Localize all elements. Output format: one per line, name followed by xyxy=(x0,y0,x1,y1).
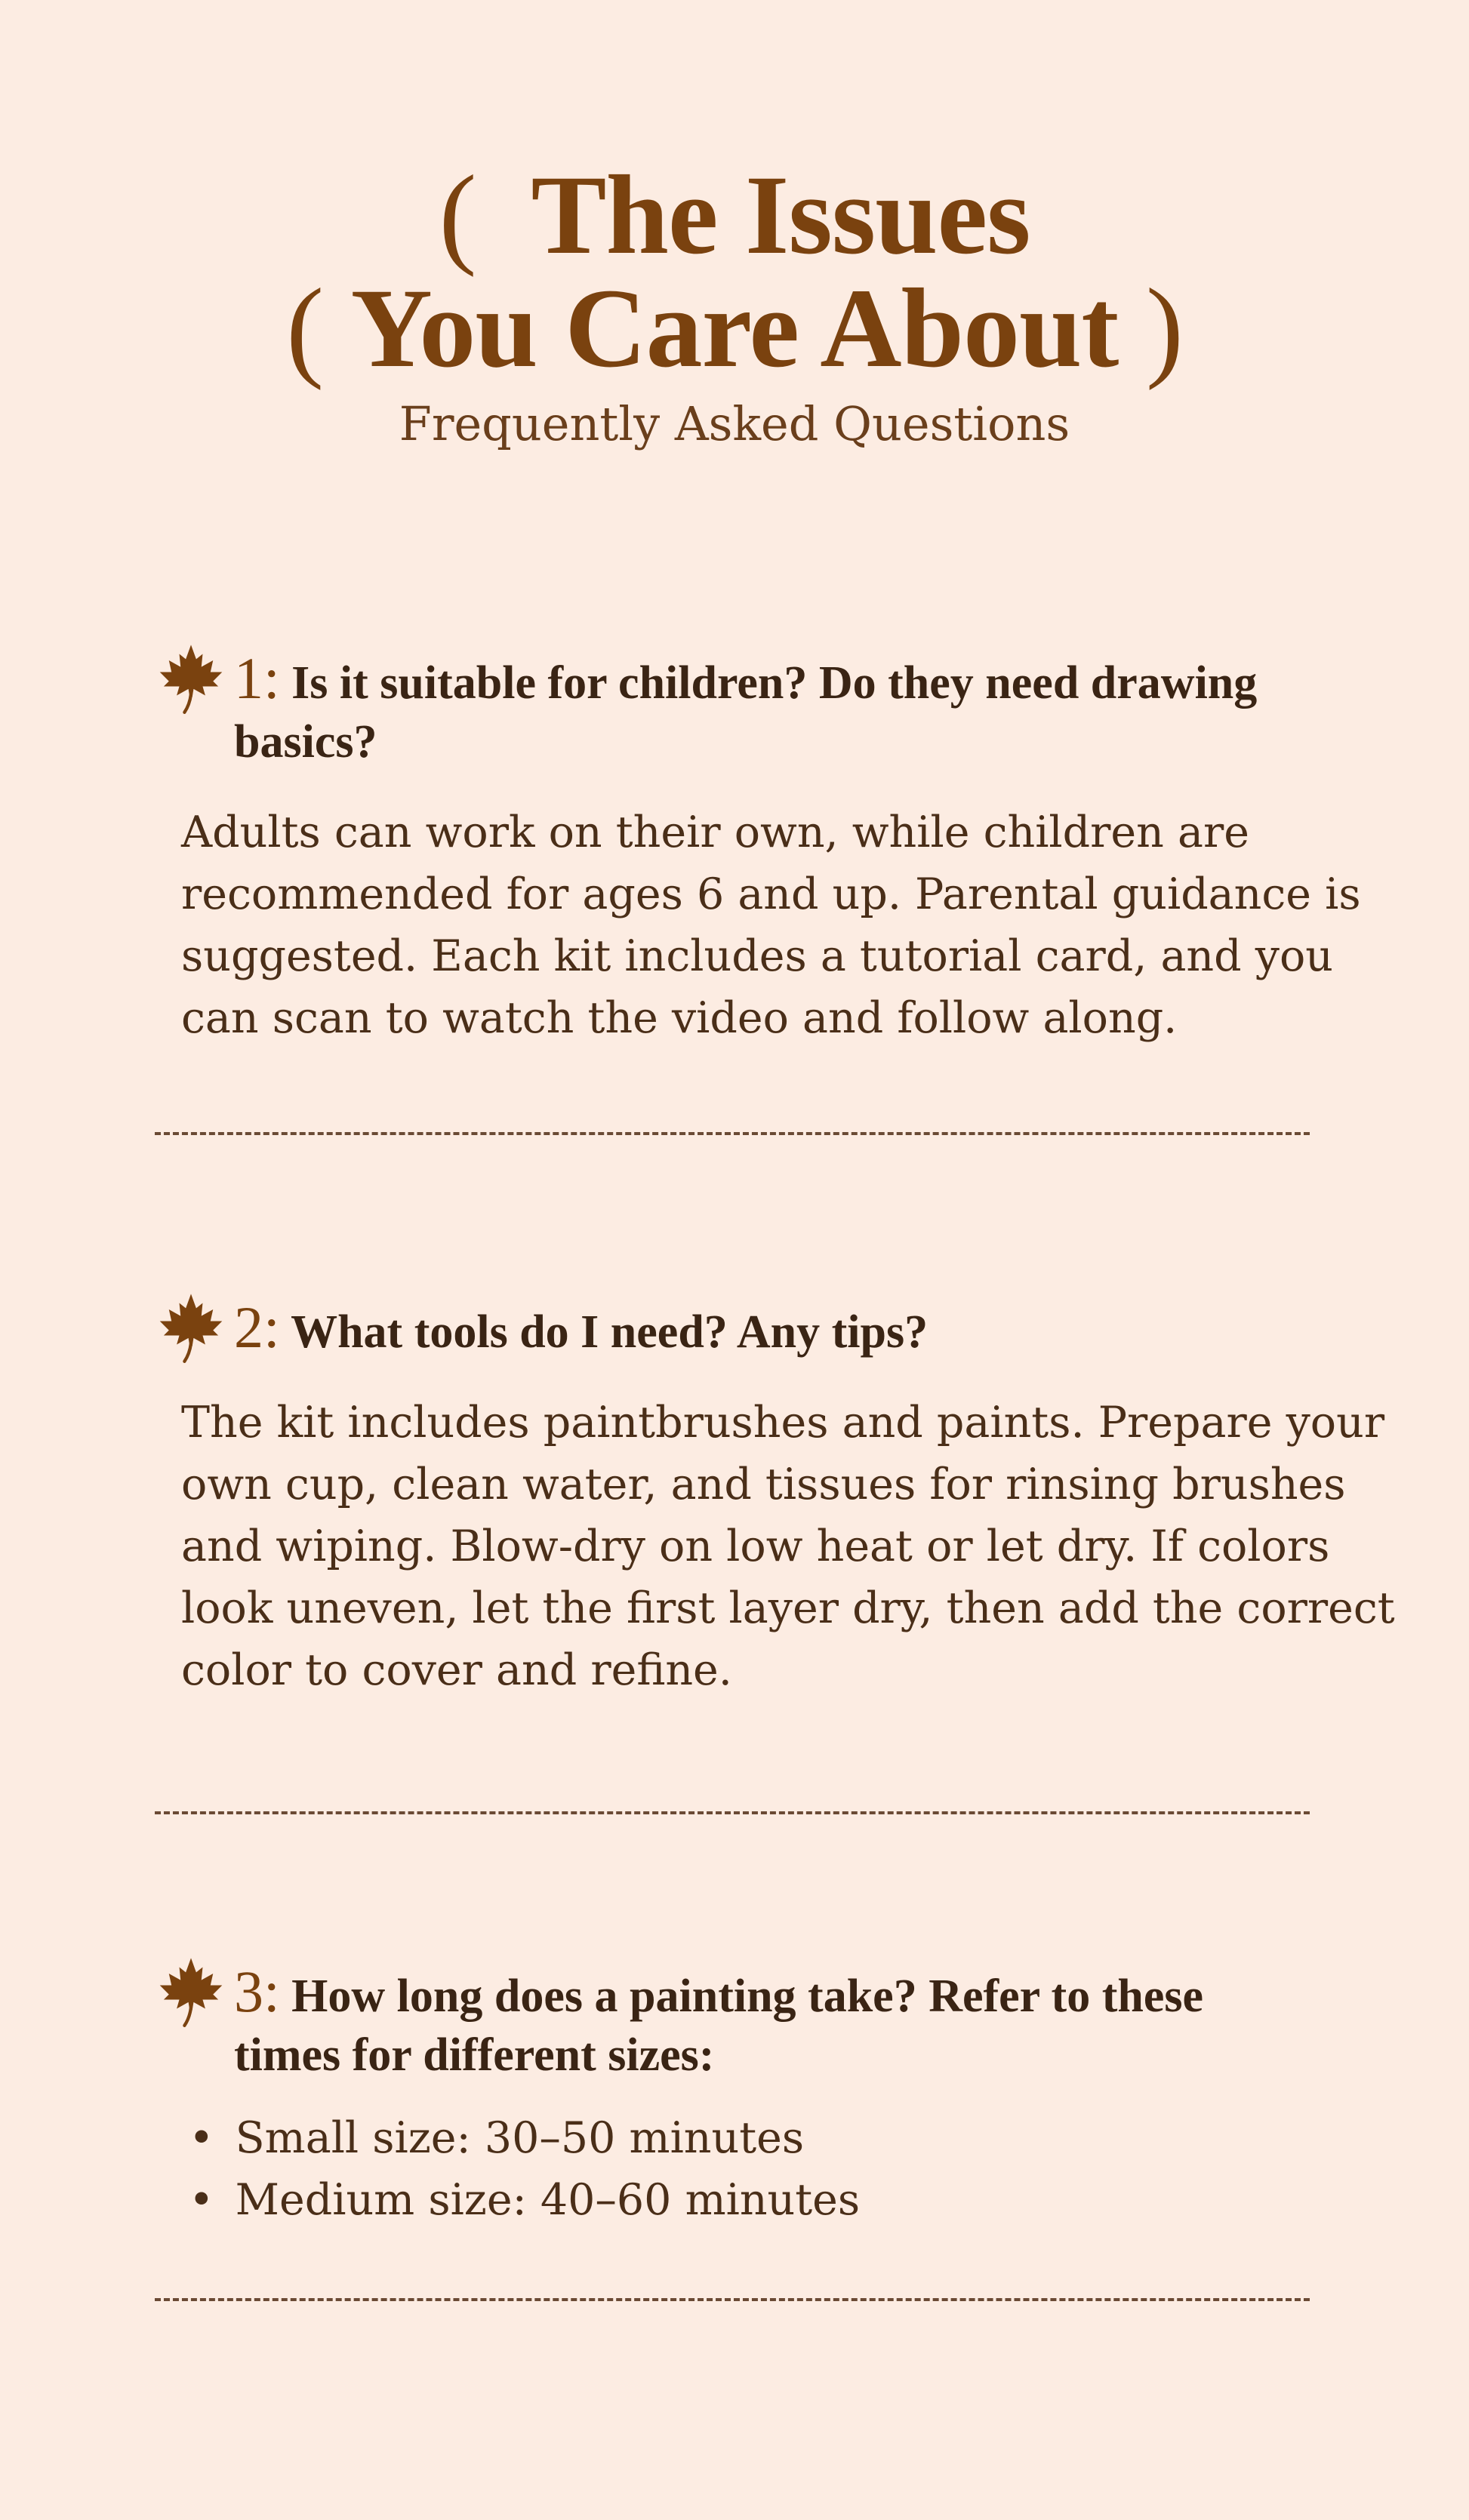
title-close-paren-2: ) xyxy=(1145,266,1183,391)
maple-leaf-icon xyxy=(159,1292,223,1365)
list-item: • Small size: 30–50 minutes xyxy=(189,2107,1404,2169)
faq-question-text-3: How long does a painting take? Refer to these times for different sizes: xyxy=(234,1971,1203,2081)
title-text-2: You Care About xyxy=(350,266,1119,391)
faq-question-2 xyxy=(159,1294,1404,1362)
maple-leaf-icon xyxy=(159,643,223,715)
faq-question-1 xyxy=(159,645,1404,771)
faq-question-3 xyxy=(159,1958,1291,2085)
faq-item-3 xyxy=(159,1958,1404,2231)
maple-leaf-icon xyxy=(159,1956,223,2029)
faq-number-3: 3: xyxy=(234,1958,280,2024)
faq-answer-1: Adults can work on their own, while children are recommended for ages 6 and up. Parental guidance is suggested. Each kit includes a tutorial card, and you can scan to watch the video and follow along. xyxy=(181,808,1361,1043)
faq-item-1 xyxy=(159,645,1404,1049)
page-title-line-1 xyxy=(0,152,1469,278)
divider-3 xyxy=(155,2298,1310,2301)
faq-answer-2: The kit includes paintbrushes and paints. Prepare your own cup, clean water, and tissues for rinsing brushes and wiping. Blow-dry on low heat or let dry. If colors look uneven, let the first layer dry, then add the correct color to cover and refine. xyxy=(181,1398,1395,1695)
divider-1 xyxy=(155,1132,1310,1135)
title-open-paren-1: ( xyxy=(439,152,476,278)
faq-question-text-2: What tools do I need? Any tips? xyxy=(291,1306,929,1358)
faq-time-list xyxy=(159,2107,1404,2231)
faq-number-2: 2: xyxy=(234,1294,280,1360)
title-text-1: The Issues xyxy=(531,152,1030,278)
list-item: • Medium size: 40–60 minutes xyxy=(189,2169,1404,2231)
divider-2 xyxy=(155,1811,1310,1814)
faq-number-1: 1: xyxy=(234,645,280,711)
page-title-line-2 xyxy=(0,266,1469,391)
faq-item-2 xyxy=(159,1294,1404,1701)
title-open-paren-2: ( xyxy=(286,266,324,391)
faq-question-text-1: Is it suitable for children? Do they need drawing basics? xyxy=(234,657,1258,768)
page-subtitle: Frequently Asked Questions xyxy=(399,396,1070,451)
